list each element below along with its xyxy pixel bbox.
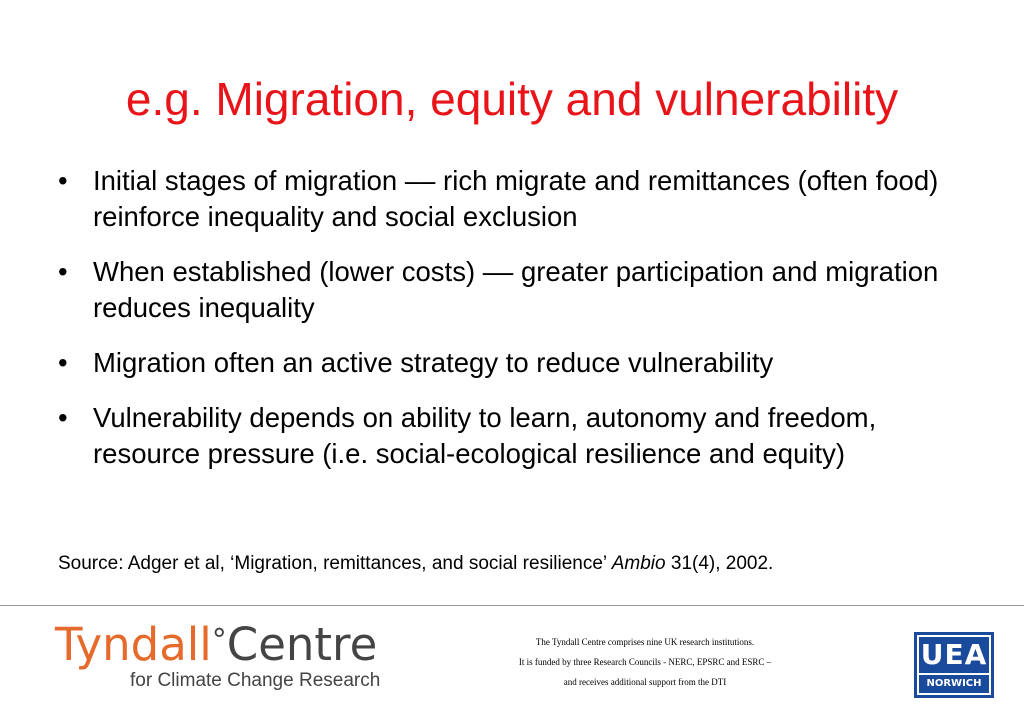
uea-norwich-logo [914,632,994,698]
logo-subtitle: for Climate Change Research [130,670,381,691]
bullet-item [58,254,958,326]
footer-divider [0,605,1024,606]
bullet-dot: • [58,165,68,196]
bullet-dot: • [58,402,68,433]
logo-word-centre: Centre [226,618,378,671]
bullet-dot: • [58,256,68,287]
tyndall-logo [55,620,380,692]
tyndall-wordmark [55,620,380,670]
logo-word-tyndall: Tyndall [55,618,212,671]
logo-degree: ° [211,623,227,658]
bullet-text: Migration often an active strategy to reduce vulnerability [93,347,774,378]
bullet-item [58,345,958,381]
source-journal: Ambio [611,553,666,574]
bullet-dot: • [58,347,68,378]
funding-note [470,632,820,692]
norwich-logo-text: NORWICH [919,675,989,693]
funding-line: and receives additional support from the DTI [563,677,727,687]
bullet-text: Initial stages of migration –– rich migrate and remittances (often food) reinforce inequality and social exclusion [93,165,939,232]
bullet-text: Vulnerability depends on ability to learn, autonomy and freedom, resource pressure (i.e. social-ecological resilience and equity) [93,402,877,469]
source-prefix: Source: Adger et al, ‘Migration, remittances, and social resilience’ [58,553,612,574]
source-citation [58,553,773,575]
funding-line: The Tyndall Centre comprises nine UK research institutions. [535,637,755,647]
funding-line: It is funded by three Research Councils - NERC, EPSRC and ESRC – [518,657,772,667]
uea-logo-text: UEA [920,638,988,671]
slide-title: e.g. Migration, equity and vulnerability [125,73,899,125]
bullet-item [58,400,958,472]
source-suffix: 31(4), 2002. [665,553,774,574]
bullet-item [58,163,958,235]
bullet-text: When established (lower costs) –– greater participation and migration reduces inequality [93,256,939,323]
bullet-list [58,163,958,491]
